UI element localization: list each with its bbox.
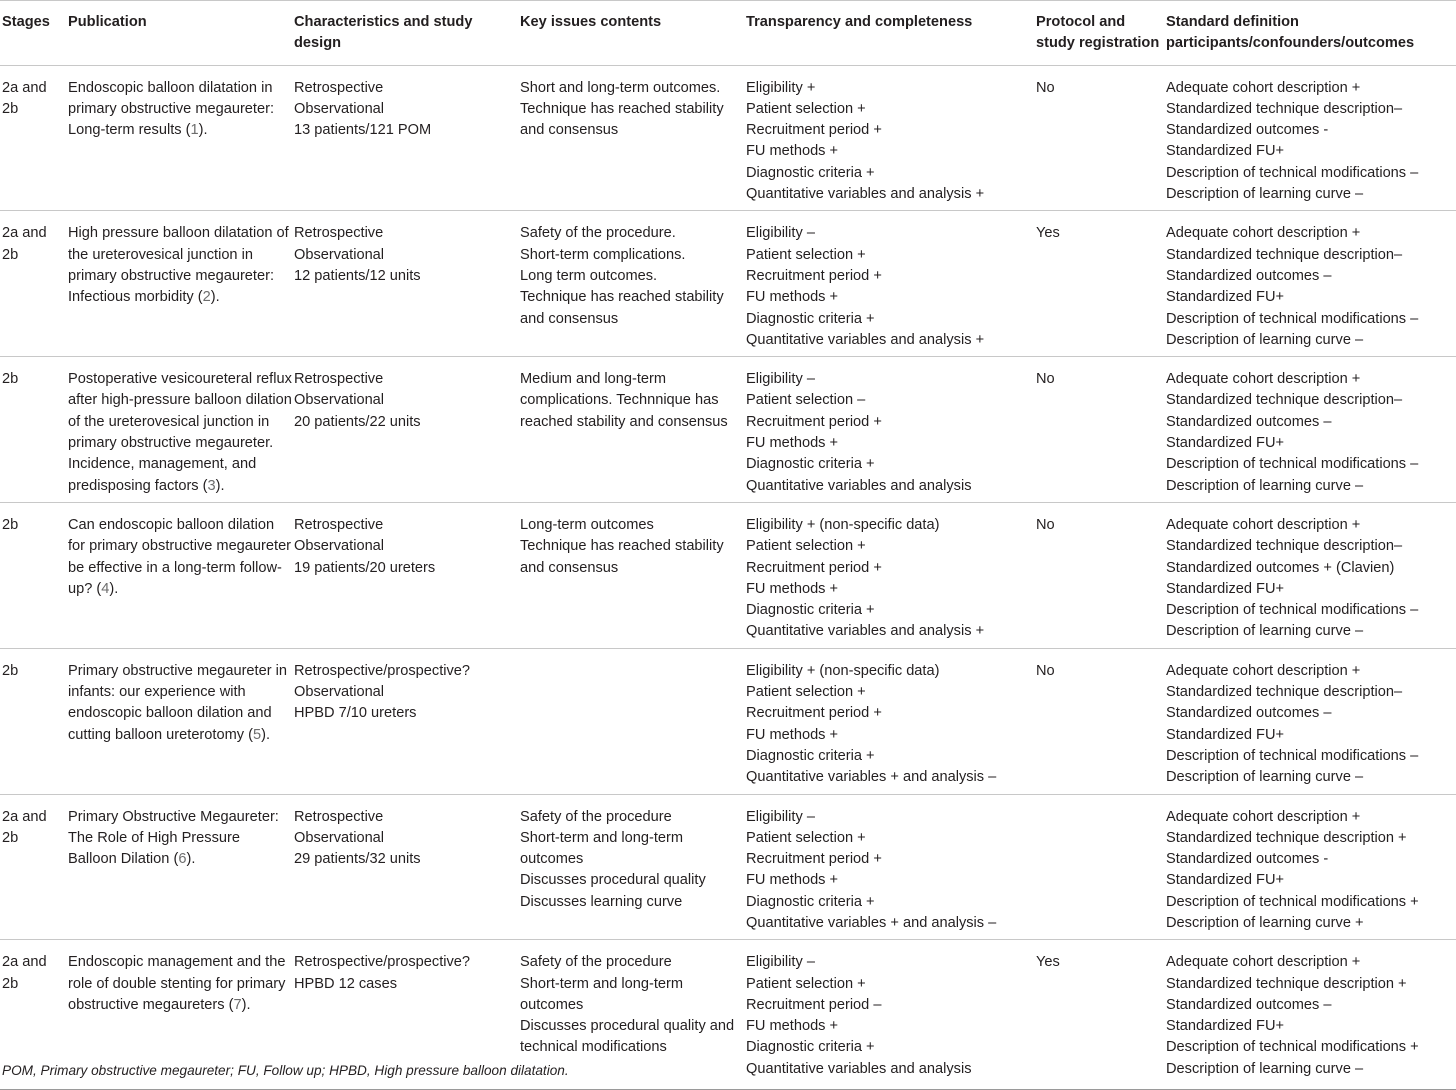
standard-definition-cell: Adequate cohort description + Standardized technique description + Standardized outcomes – Standardized FU+ Description of technical modifications + Description of learning curve –: [1164, 940, 1456, 1090]
key-issues-cell: Short and long-term outcomes. Technique has reached stability and consensus: [518, 65, 744, 211]
key-issues-cell: [518, 648, 744, 794]
header-characteristics: Characteristics and study design: [292, 1, 518, 66]
publication-cell: [66, 648, 292, 794]
publication-cell: [66, 502, 292, 648]
key-issues-cell: Long-term outcomes Technique has reached stability and consensus: [518, 502, 744, 648]
publication-title-end: ).: [109, 580, 119, 597]
design-cell: Retrospective Observational 13 patients/121 POM: [292, 65, 518, 211]
header-standard-definition: Standard definition participants/confounders/outcomes: [1164, 1, 1456, 66]
reference-link[interactable]: 3: [207, 477, 216, 494]
publication-title-end: ).: [198, 122, 208, 139]
table-row: [0, 211, 1456, 357]
protocol-cell: No: [1034, 65, 1164, 211]
stage-cell: 2a and 2b: [0, 211, 66, 357]
standard-definition-cell: Adequate cohort description + Standardized technique description– Standardized outcomes - Standardized FU+ Description of technical modifications – Description of learning curve –: [1164, 65, 1456, 211]
standard-definition-cell: Adequate cohort description + Standardized technique description– Standardized outcomes + (Clavien) Standardized FU+ Description of technical modifications – Description of learning curve –: [1164, 502, 1456, 648]
protocol-cell: No: [1034, 502, 1164, 648]
transparency-cell: Eligibility – Patient selection + Recruitment period – FU methods + Diagnostic criteria + Quantitative variables and analysis: [744, 940, 1034, 1090]
publication-title-end: ).: [241, 996, 251, 1013]
publication-title-end: ).: [261, 726, 270, 743]
reference-link[interactable]: 2: [202, 289, 211, 306]
table-body: [0, 65, 1456, 1089]
stage-cell: 2b: [0, 648, 66, 794]
publication-title: Postoperative vesicoureteral reflux after high-pressure balloon dilation of the ureterovesical junction in primary obstructive megaureter. Incidence, management, and predisposing factors (: [68, 371, 292, 494]
publication-title: High pressure balloon dilatation of the ureterovesical junction in primary obstructive megaureter: Infectious morbidity (: [68, 225, 289, 306]
key-issues-cell: Safety of the procedure Short-term and long-term outcomes Discusses procedural quality Discusses learning curve: [518, 794, 744, 940]
header-key-issues: Key issues contents: [518, 1, 744, 66]
publication-title: Endoscopic management and the role of double stenting for primary obstructive megaureters (: [68, 954, 286, 1013]
stage-cell: 2a and 2b: [0, 940, 66, 1090]
reference-link[interactable]: 6: [178, 851, 187, 868]
stage-cell: 2a and 2b: [0, 65, 66, 211]
table-row: [0, 357, 1456, 503]
publication-cell: [66, 357, 292, 503]
protocol-cell: No: [1034, 648, 1164, 794]
table-row: [0, 502, 1456, 648]
table-row: [0, 65, 1456, 211]
publication-title: Primary Obstructive Megaureter: The Role of High Pressure Balloon Dilation (: [68, 808, 279, 868]
standard-definition-cell: Adequate cohort description + Standardized technique description + Standardized outcomes - Standardized FU+ Description of technical modifications + Description of learning curve +: [1164, 794, 1456, 940]
table-row: [0, 794, 1456, 940]
header-publication: Publication: [66, 1, 292, 66]
transparency-cell: Eligibility – Patient selection – Recruitment period + FU methods + Diagnostic criteria + Quantitative variables and analysis: [744, 357, 1034, 503]
design-cell: Retrospective Observational 20 patients/22 units: [292, 357, 518, 503]
table-header: [0, 1, 1456, 66]
reference-link[interactable]: 4: [101, 580, 110, 597]
standard-definition-cell: Adequate cohort description + Standardized technique description– Standardized outcomes – Standardized FU+ Description of technical modifications – Description of learning curve –: [1164, 211, 1456, 357]
transparency-cell: Eligibility – Patient selection + Recruitment period + FU methods + Diagnostic criteria + Quantitative variables + and analysis –: [744, 794, 1034, 940]
reference-link[interactable]: 7: [233, 996, 242, 1013]
reference-link[interactable]: 5: [252, 726, 262, 743]
protocol-cell: No: [1034, 357, 1164, 503]
design-cell: Retrospective Observational 19 patients/20 ureters: [292, 502, 518, 648]
publication-title-end: ).: [186, 851, 196, 868]
publication-title: Endoscopic balloon dilatation in primary obstructive megaureter: Long-term results (: [68, 79, 275, 139]
transparency-cell: Eligibility + Patient selection + Recruitment period + FU methods + Diagnostic criteria + Quantitative variables and analysis +: [744, 65, 1034, 211]
stage-cell: 2b: [0, 502, 66, 648]
protocol-cell: [1034, 794, 1164, 940]
header-protocol: Protocol and study registration: [1034, 1, 1164, 66]
protocol-cell: Yes: [1034, 211, 1164, 357]
header-row: [0, 1, 1456, 66]
design-cell: Retrospective/prospective? HPBD 12 cases: [292, 940, 518, 1090]
publication-cell: [66, 211, 292, 357]
publication-title-end: ).: [215, 477, 225, 494]
design-cell: Retrospective/prospective? Observational HPBD 7/10 ureters: [292, 648, 518, 794]
reference-link[interactable]: 1: [190, 122, 199, 139]
key-issues-cell: Medium and long-term complications. Technnique has reached stability and consensus: [518, 357, 744, 503]
transparency-cell: Eligibility + (non-specific data) Patient selection + Recruitment period + FU methods + Diagnostic criteria + Quantitative variables and analysis +: [744, 502, 1034, 648]
stage-cell: 2b: [0, 357, 66, 503]
header-transparency: Transparency and completeness: [744, 1, 1034, 66]
stage-cell: 2a and 2b: [0, 794, 66, 940]
table-row: [0, 648, 1456, 794]
standard-definition-cell: Adequate cohort description + Standardized technique description– Standardized outcomes – Standardized FU+ Description of technical modifications – Description of learning curve –: [1164, 357, 1456, 503]
publication-cell: [66, 794, 292, 940]
design-cell: Retrospective Observational 12 patients/12 units: [292, 211, 518, 357]
publication-title: Primary obstructive megaureter in infants: our experience with endoscopic balloon dilation and cutting balloon ureterotomy (: [68, 662, 287, 743]
key-issues-cell: Safety of the procedure. Short-term complications. Long term outcomes. Technique has reached stability and consensus: [518, 211, 744, 357]
transparency-cell: Eligibility – Patient selection + Recruitment period + FU methods + Diagnostic criteria + Quantitative variables and analysis +: [744, 211, 1034, 357]
table-footnote: POM, Primary obstructive megaureter; FU, Follow up; HPBD, High pressure balloon dilatation.: [2, 1063, 569, 1078]
design-cell: Retrospective Observational 29 patients/32 units: [292, 794, 518, 940]
transparency-cell: Eligibility + (non-specific data) Patient selection + Recruitment period + FU methods + Diagnostic criteria + Quantitative variables + and analysis –: [744, 648, 1034, 794]
header-stages: Stages: [0, 1, 66, 66]
publication-title-end: ).: [210, 289, 220, 306]
key-issues-cell: Safety of the procedure Short-term and long-term outcomes Discusses procedural quality and technical modifications: [518, 940, 744, 1090]
publication-title: Can endoscopic balloon dilation for primary obstructive megaureter be effective in a long-term follow-up? (: [68, 516, 292, 597]
publication-cell: [66, 65, 292, 211]
protocol-cell: Yes: [1034, 940, 1164, 1090]
standard-definition-cell: Adequate cohort description + Standardized technique description– Standardized outcomes – Standardized FU+ Description of technical modifications – Description of learning curve –: [1164, 648, 1456, 794]
